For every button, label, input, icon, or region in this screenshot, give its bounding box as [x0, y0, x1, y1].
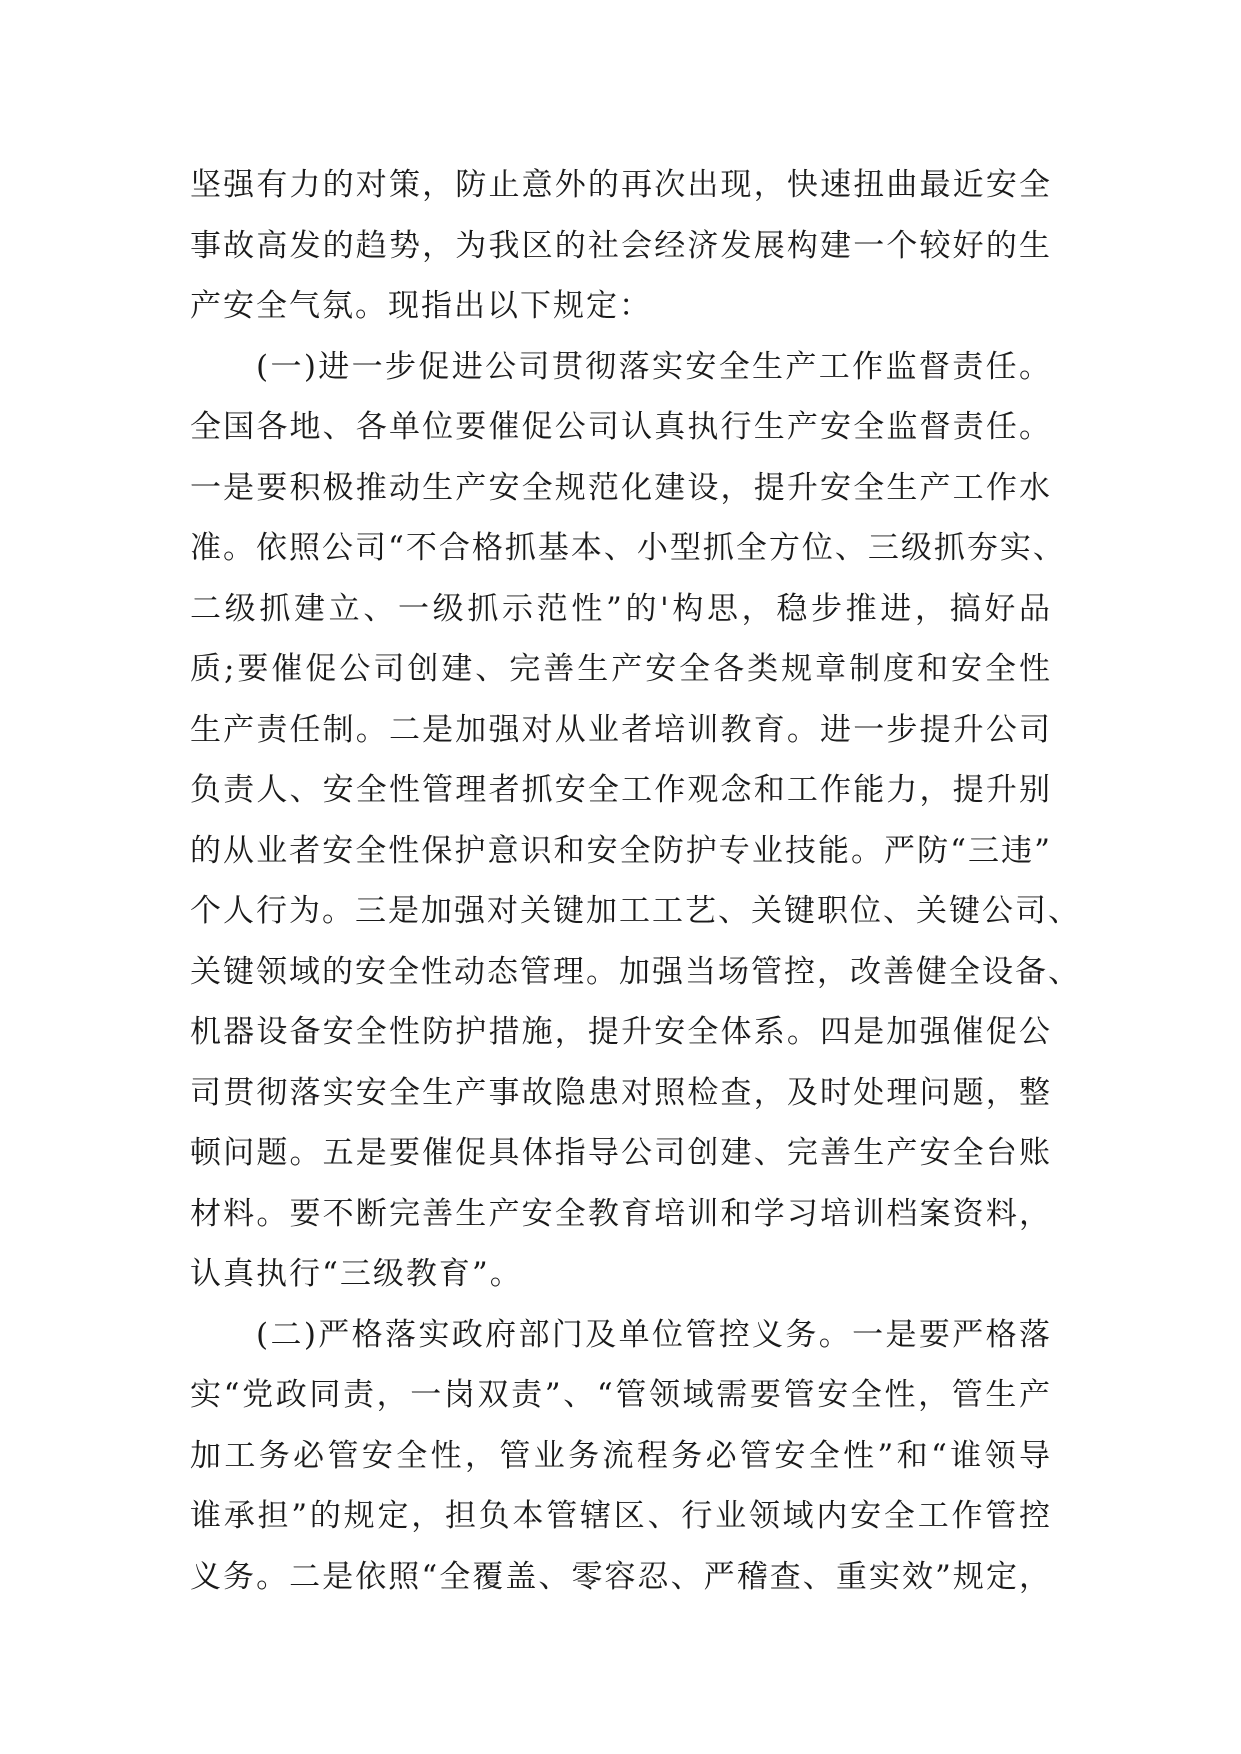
text-line-21: 实“党政同责，一岗双责”、“管领域需要管安全性，管生产 — [190, 1377, 1052, 1413]
paragraph-1-first-line: (一)进一步促进公司贯彻落实安全生产工作监督责任。 — [256, 348, 1052, 385]
text-line-9: 质;要催促公司创建、完善生产安全各类规章制度和安全性 — [190, 651, 1052, 687]
text-line-18: 材料。要不断完善生产安全教育培训和学习培训档案资料， — [190, 1195, 1052, 1232]
text-line-10: 生产责任制。二是加强对从业者培训教育。进一步提升公司 — [190, 711, 1052, 748]
text-line-13: 个人行为。三是加强对关键加工工艺、关键职位、关键公司、 — [190, 893, 1081, 929]
text-line-5: 全国各地、各单位要催促公司认真执行生产安全监督责任。 — [190, 409, 1052, 445]
paragraph-2-first-line: (二)严格落实政府部门及单位管控义务。一是要严格落 — [256, 1316, 1052, 1353]
text-line-23: 谁承担”的规定，担负本管辖区、行业领域内安全工作管控 — [190, 1498, 1052, 1534]
text-line-3: 产安全气氛。现指出以下规定： — [190, 288, 652, 324]
text-line-15: 机器设备安全性防护措施，提升安全体系。四是加强催促公 — [190, 1014, 1052, 1050]
text-line-14: 关键领域的安全性动态管理。加强当场管控，改善健全设备、 — [190, 953, 1081, 990]
text-line-2: 事故高发的趋势，为我区的社会经济发展构建一个较好的生 — [190, 227, 1052, 264]
text-line-19: 认真执行“三级教育”。 — [190, 1256, 523, 1292]
text-line-8: 二级抓建立、一级抓示范性”的'构思，稳步推进，搞好品 — [190, 590, 1052, 627]
text-line-11: 负责人、安全性管理者抓安全工作观念和工作能力，提升别 — [190, 772, 1052, 808]
text-line-12: 的从业者安全性保护意识和安全防护专业技能。严防“三违” — [190, 832, 1052, 869]
text-line-22: 加工务必管安全性，管业务流程务必管安全性”和“谁领导 — [190, 1437, 1052, 1474]
text-line-17: 顿问题。五是要催促具体指导公司创建、完善生产安全台账 — [190, 1135, 1052, 1171]
text-line-7: 准。依照公司“不合格抓基本、小型抓全方位、三级抓夯实、 — [190, 530, 1066, 566]
text-line-6: 一是要积极推动生产安全规范化建设，提升安全生产工作水 — [190, 469, 1052, 506]
text-line-16: 司贯彻落实安全生产事故隐患对照检查，及时处理问题，整 — [190, 1074, 1052, 1111]
body-text — [190, 155, 1081, 1607]
text-line-1: 坚强有力的对策，防止意外的再次出现，快速扭曲最近安全 — [190, 167, 1052, 203]
text-line-24: 义务。二是依照“全覆盖、零容忍、严稽查、重实效”规定， — [190, 1558, 1052, 1595]
